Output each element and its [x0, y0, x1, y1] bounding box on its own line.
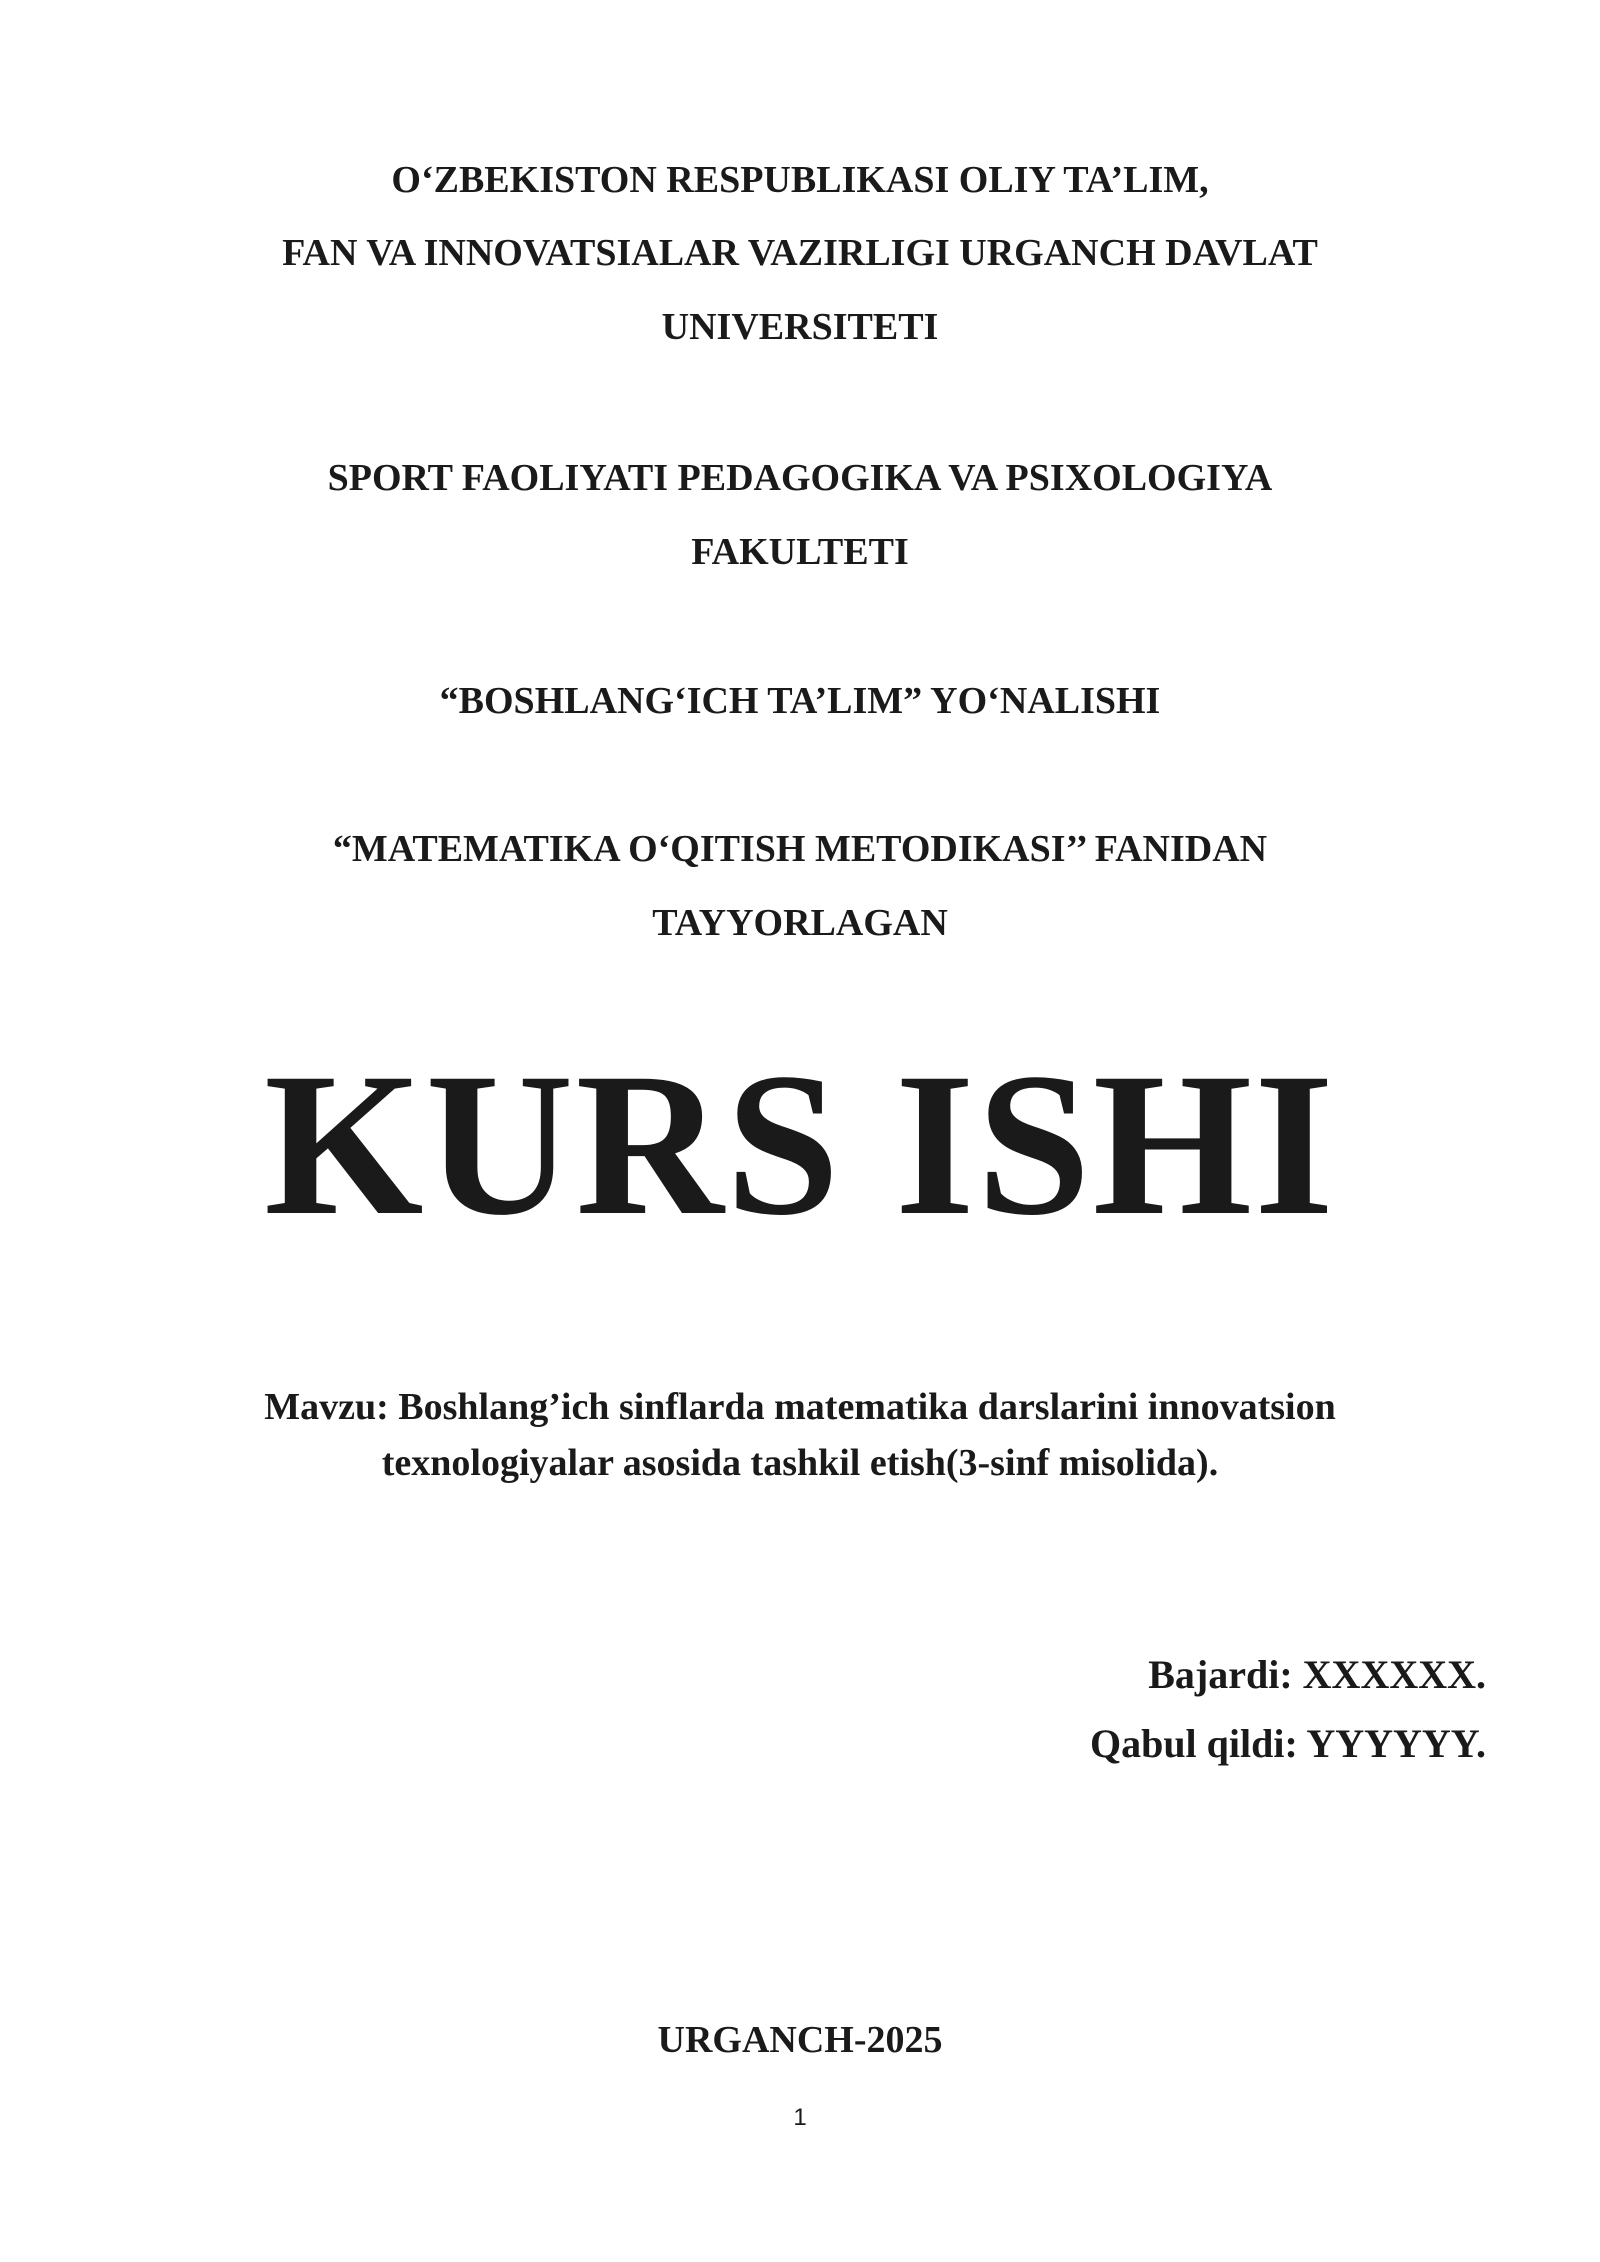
- direction-line: “BOSHLANG‘ICH TA’LIM” YO‘NALISHI: [439, 680, 1161, 722]
- ministry-line-3: UNIVERSITETI: [661, 306, 939, 348]
- city-year: URGANCH-2025: [657, 2019, 943, 2061]
- topic-line-1: Mavzu: Boshlang’ich sinflarda matematika darslarini innovatsion: [264, 1386, 1336, 1428]
- faculty-line-2: FAKULTETI: [691, 531, 909, 573]
- subject-line-2: TAYYORLAGAN: [652, 902, 948, 944]
- ministry-line-1: O‘ZBEKISTON RESPUBLIKASI OLIY TA’LIM,: [391, 159, 1209, 201]
- ministry-line-2: FAN VA INNOVATSIALAR VAZIRLIGI URGANCH DAVLAT: [282, 232, 1318, 274]
- page-number: 1: [793, 2104, 807, 2131]
- faculty-line-1: SPORT FAOLIYATI PEDAGOGIKA VA PSIXOLOGIYA: [327, 457, 1273, 499]
- topic-line-2: texnologiyalar asosida tashkil etish(3-sinf misolida).: [381, 1442, 1219, 1484]
- accepted-by: Qabul qildi: YYYYYY.: [1089, 1721, 1486, 1766]
- document-title: KURS ISHI: [264, 1031, 1336, 1258]
- performed-by: Bajardi: XXXXXX.: [1148, 1652, 1486, 1697]
- subject-line-1: “MATEMATIKA O‘QITISH METODIKASI’’ FANIDAN: [332, 828, 1268, 870]
